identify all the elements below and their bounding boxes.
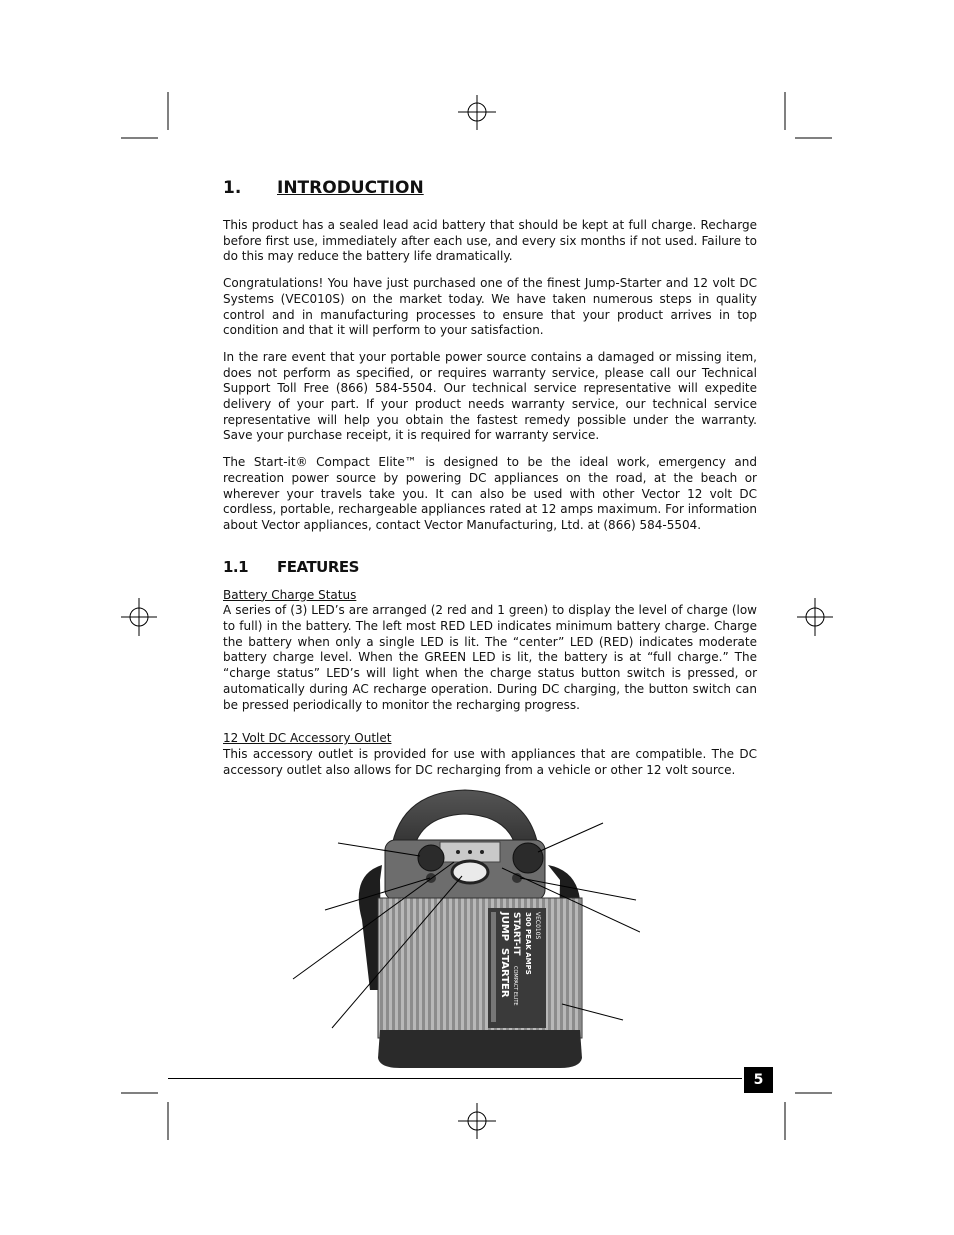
subsection-number: 1.1: [223, 557, 249, 576]
feature-heading: Battery Charge Status: [223, 587, 357, 602]
base: [378, 1030, 582, 1068]
page-number: 5: [744, 1067, 773, 1093]
led-red-2: [468, 850, 472, 854]
paragraph-battery-warning: This product has a sealed lead acid battery that should be kept at full charge. Recharge before first use, immediately after each use, and every six months if not used. Failure to do this may reduce the battery life dramatically.: [223, 218, 757, 264]
label-rating: 300 PEAK AMPS: [524, 912, 532, 975]
product-label: [488, 908, 546, 1028]
feature-text: This accessory outlet is provided for use with appliances that are compatible. The DC accessory outlet also allows for DC recharging from a vehicle or other 12 volt source.: [223, 746, 757, 777]
label-line1: JUMP: [499, 912, 510, 942]
paragraph-warranty: In the rare event that your portable power source contains a damaged or missing item, does not perform as specified, or requires warranty service, please call our Technical Support Toll Free (866) 584-5504. Our technical service representative will expedite delivery of your part. If your product needs warranty service, our technical service representative will help you obtain the fastest remedy possible under the warranty. Save your purchase receipt, it is required for warranty service.: [223, 349, 757, 443]
section-number: 1.: [223, 178, 242, 198]
footer-rule: [168, 1078, 742, 1079]
dc-outlet-cap: [418, 845, 444, 871]
paragraph-product-description: The Start-it® Compact Elite™ is designed to be the ideal work, emergency and recreation power source by powering DC appliances on the road, at the beach or wherever your travels take you. It can also be used with other Vector 12 volt DC cordless, portable, rechargeable appliances rated at 12 amps maximum. For information about Vector appliances, contact Vector Manufacturing, Ltd. at (866) 584-5504.: [223, 455, 757, 532]
ribbed-body: [378, 898, 582, 1038]
product-photo: [290, 780, 640, 1070]
subsection-title: FEATURES: [277, 557, 359, 576]
feature-text: A series of (3) LED’s are arranged (2 red and 1 green) to display the level of charge (low to full) in the battery. The left most RED LED indicates minimum battery charge. Charge the battery when only a single LED is lit. The “center” LED (RED) indicates moderate battery charge level. When the GREEN LED is lit, the battery is at “full charge.” The “charge status” LED’s will light when the charge status button switch is pressed, or automatically during AC recharge operation. During DC charging, the button switch can be pressed periodically to monitor the recharging progress.: [223, 603, 757, 712]
section-heading: [223, 178, 757, 198]
label-line2: STARTER: [499, 948, 510, 998]
main-content: [223, 178, 757, 789]
paragraph-congratulations: Congratulations! You have just purchased one of the finest Jump-Starter and 12 volt DC Systems (VEC010S) on the market today. We have taken numerous steps in quality control and in manufacturing processes to ensure that your product arrives in top condition and that it will perform to your satisfaction.: [223, 276, 757, 338]
label-model: VEC010S: [534, 912, 541, 940]
led-green: [480, 850, 484, 854]
label-series: COMPACT ELITE: [512, 966, 518, 1006]
feature-dc-accessory-outlet: [223, 731, 757, 778]
cable-clamp-cap: [513, 843, 543, 873]
section-title: INTRODUCTION: [277, 178, 424, 198]
light-button: [452, 861, 488, 883]
led-red-1: [456, 850, 460, 854]
label-brand: START-IT: [511, 912, 521, 956]
subsection-heading: [223, 558, 757, 576]
feature-battery-charge-status: [223, 588, 757, 714]
feature-heading: 12 Volt DC Accessory Outlet: [223, 731, 392, 746]
